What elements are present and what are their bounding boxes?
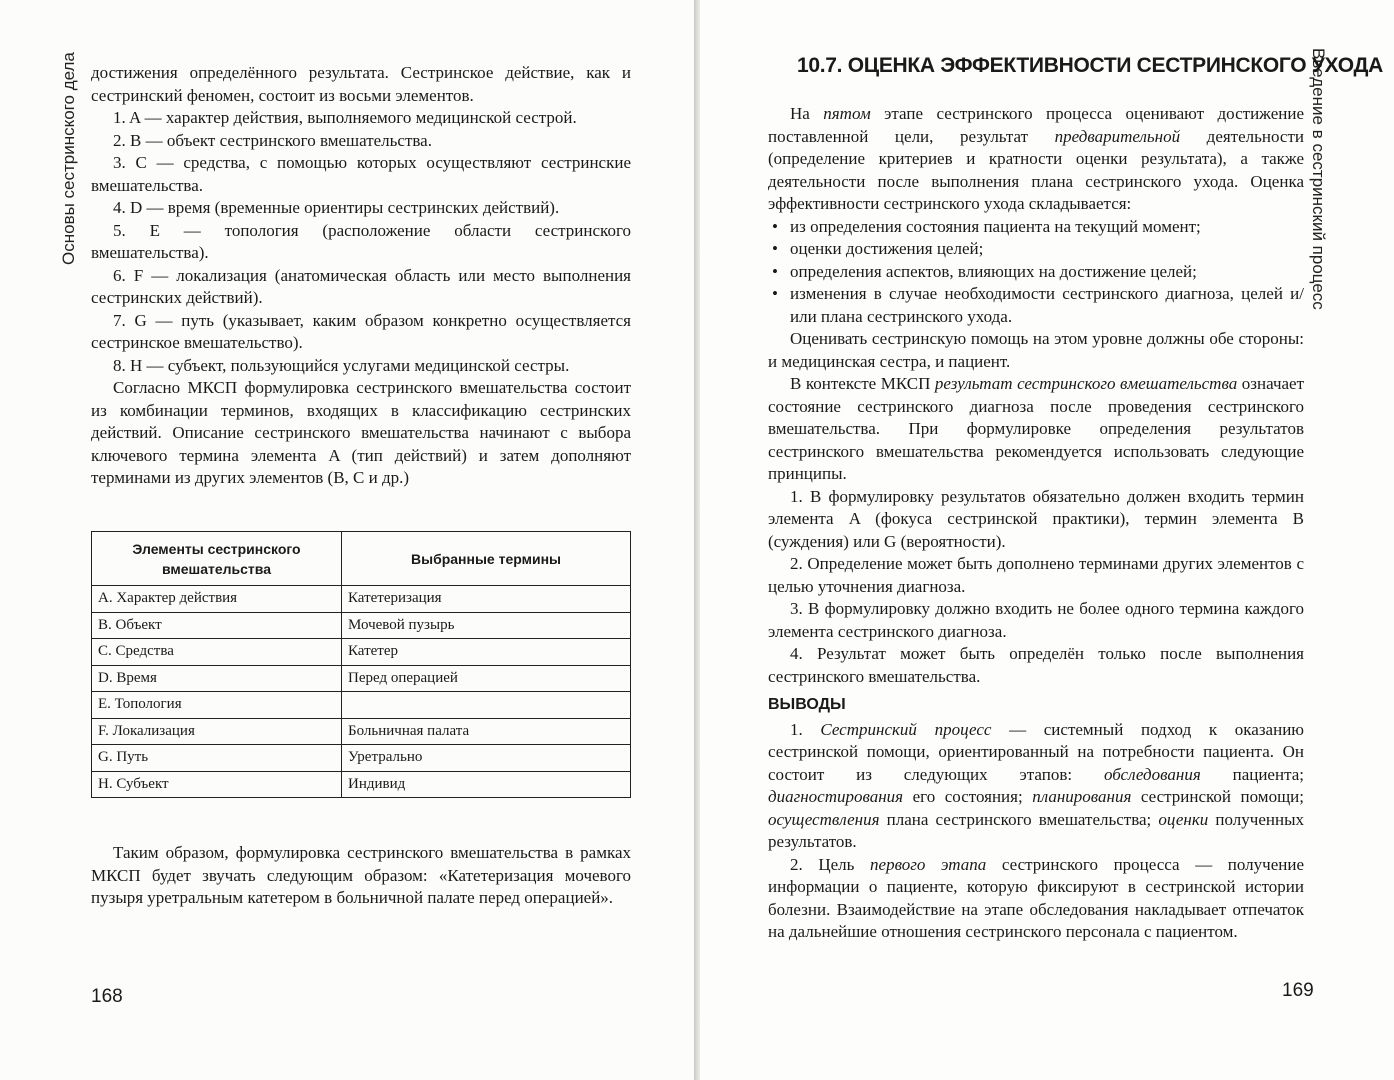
list-item: 4. D — время (временные ориентиры сестринских действий).	[113, 198, 560, 217]
table-header-row	[92, 532, 631, 586]
table-cell: Катетер	[342, 639, 631, 666]
emphasis: обследования	[1103, 764, 1201, 784]
table-cell: C. Средства	[92, 639, 342, 666]
list-item: • определения аспектов, влияющих на достижение целей;	[768, 261, 1304, 284]
paragraph	[768, 103, 1304, 216]
text: пациента;	[1200, 764, 1304, 784]
emphasis: Сестринский процесс	[820, 719, 992, 739]
list-item: 6. F — локализация (анатомическая область или место выполнения сестринских действий).	[91, 265, 631, 307]
list-item: 1. A — характер действия, выполняемого медицинской сестрой.	[113, 108, 577, 127]
paragraph: Оценивать сестринскую помощь на этом уровне должны обе стороны: и медицинская сестра, и пациент.	[768, 329, 1304, 371]
text: В контексте МКСП	[790, 374, 935, 393]
list-item: • из определения состояния пациента на текущий момент;	[768, 216, 1304, 239]
list-item: 5. E — топология (расположение области сестринского вмешательства).	[91, 220, 631, 262]
list-item: 2. B — объект сестринского вмешательства.	[113, 130, 432, 150]
text: означает состояние сестринского диагноза после проведения сестринского вмешательства. При формулировке определения результатов сестринского вмешательства рекомендуется использовать следующие принципы.	[768, 374, 1305, 483]
table-row	[92, 612, 631, 639]
text: 2. Цель	[790, 854, 871, 874]
table-cell: G. Путь	[92, 745, 342, 772]
paragraph	[768, 719, 1304, 854]
emphasis: диагностирования	[768, 787, 904, 806]
list-item: 1. В формулировку результатов обязательно должен входить термин элемента A (фокуса сестринской практики), термин элемента B (суждения) или G (вероятности).	[768, 486, 1304, 551]
table-row	[92, 665, 631, 692]
emphasis: пятом	[823, 104, 871, 123]
table-row	[92, 692, 631, 719]
list-item: • изменения в случае необходимости сестринского диагноза, целей и/или плана сестринского ухода.	[768, 283, 1304, 328]
emphasis: оценки	[1158, 809, 1209, 829]
table-cell: B. Объект	[92, 612, 342, 639]
paragraph: достижения определённого результата. Сестринское действие, как и сестринский феномен, состоит из восьми элементов.	[91, 63, 631, 105]
table-row	[92, 745, 631, 772]
table-cell: Индивид	[342, 771, 631, 798]
table-header-cell: Выбранные термины	[342, 532, 631, 586]
left-page	[0, 0, 694, 1080]
conclusions-heading: ВЫВОДЫ	[768, 696, 846, 713]
paragraph: Согласно МКСП формулировка сестринского вмешательства состоит из комбинации терминов, входящих в классификацию сестринских действий. Описание сестринского вмешательства начинают с выбора ключевого термина элемента A (тип действий) и затем дополняют терминами из других элементов (B, C и др.)	[91, 378, 631, 487]
table-cell: H. Субъект	[92, 771, 342, 798]
table-cell: Катетеризация	[342, 586, 631, 613]
table-cell: Мочевой пузырь	[342, 612, 631, 639]
list-item: 3. В формулировку должно входить не более одного термина каждого элемента сестринского диагноза.	[768, 599, 1304, 641]
list-item: 7. G — путь (указывает, каким образом конкретно осуществляется сестринское вмешательство).	[91, 310, 631, 352]
table-cell: A. Характер действия	[92, 586, 342, 613]
table-cell: Больничная палата	[342, 718, 631, 745]
table-row	[92, 586, 631, 613]
table-cell: E. Топология	[92, 692, 342, 719]
table-cell: D. Время	[92, 665, 342, 692]
table-header-cell: Элементы сестринского вмешательства	[92, 532, 342, 586]
paragraph	[768, 373, 1304, 486]
text: 1.	[790, 719, 821, 739]
emphasis: планирования	[1032, 787, 1132, 806]
text: сестринской помощи;	[1131, 787, 1304, 806]
page-number-right: 169	[1282, 980, 1314, 1001]
left-text-top	[91, 62, 631, 490]
running-head-left: Основы сестринского дела	[59, 52, 78, 265]
table-cell	[342, 692, 631, 719]
list-item: • оценки достижения целей;	[768, 238, 1304, 261]
list-item: 4. Результат может быть определён только после выполнения сестринского вмешательства.	[768, 644, 1304, 686]
table-cell: Уретрально	[342, 745, 631, 772]
table-cell: F. Локализация	[92, 718, 342, 745]
right-text	[768, 103, 1304, 944]
paragraph	[768, 854, 1304, 944]
table-row	[92, 718, 631, 745]
text: деятельности (определение критериев и кратности оценки результата), а также деятельности после выполнения плана сестринского ухода. Оценка эффективности сестринского ухода складывается:	[768, 126, 1304, 213]
table-cell: Перед операцией	[342, 665, 631, 692]
list-item: 8. H — субъект, пользующийся услугами медицинской сестры.	[113, 355, 570, 375]
table-row	[92, 771, 631, 798]
text: На	[790, 104, 824, 123]
emphasis: первого этапа	[870, 854, 987, 874]
section-title: 10.7. ОЦЕНКА ЭФФЕКТИВНОСТИ СЕСТРИНСКОГО УХОДА	[797, 54, 1384, 77]
text: его состояния;	[903, 787, 1033, 806]
intervention-terms-table	[91, 531, 631, 798]
emphasis: предварительной	[1054, 126, 1181, 146]
running-head-right: Введение в сестринский процесс	[1309, 48, 1328, 310]
text: — системный подход к оказанию сестринской помощи, ориентированный на потребности пациента. Он состоит из следующих этапов:	[768, 719, 1304, 784]
text: этапе сестринского процесса оценивают достижение поставленной цели, результат	[768, 104, 1304, 146]
left-text-bottom	[91, 842, 631, 910]
text: сестринского процесса — получение информации о пациенте, которую фиксируют в сестринской истории болезни. Взаимодействие на этапе обследования накладывает отпечаток на дальнейшие отношения сестринского персонала с пациентом.	[768, 854, 1304, 941]
list-item: 3. C — средства, с помощью которых осуществляют сестринские вмешательства.	[91, 153, 631, 195]
list-item: 2. Определение может быть дополнено терминами других элементов с целью уточнения диагноза.	[768, 554, 1304, 596]
table-row	[92, 639, 631, 666]
emphasis: осуществления	[768, 809, 880, 829]
page-number-left: 168	[91, 986, 123, 1007]
bullet-list	[768, 216, 1304, 329]
text: полученных результатов.	[768, 809, 1304, 851]
paragraph: Таким образом, формулировка сестринского вмешательства в рамках МКСП будет звучать следующим образом: «Катетеризация мочевого пузыря уретральным катетером в больничной палате перед операцией».	[91, 843, 631, 907]
emphasis: результат сестринского вмешательства	[934, 374, 1238, 393]
text: плана сестринского вмешательства;	[879, 809, 1159, 829]
